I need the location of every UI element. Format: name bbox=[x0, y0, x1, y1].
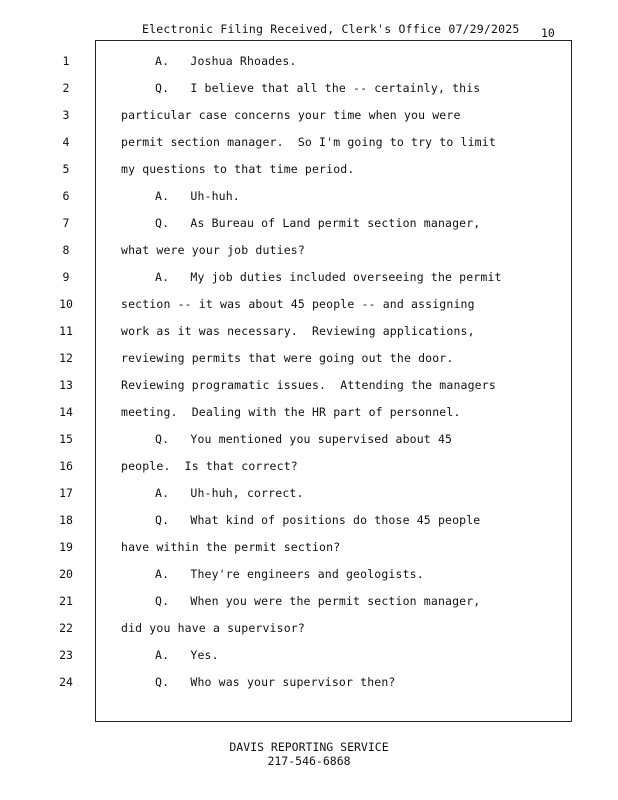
line-number: 6 bbox=[62, 189, 70, 203]
line-number: 13 bbox=[59, 378, 73, 392]
line-number: 16 bbox=[59, 459, 73, 473]
line-text: work as it was necessary. Reviewing applications, bbox=[121, 324, 475, 338]
line-number: 8 bbox=[62, 243, 70, 257]
line-number: 20 bbox=[59, 567, 73, 581]
line-text: section -- it was about 45 people -- and assigning bbox=[121, 297, 475, 311]
line-text: Q. As Bureau of Land permit section manager, bbox=[155, 216, 481, 230]
line-number: 23 bbox=[59, 648, 73, 662]
line-text: A. Uh-huh. bbox=[155, 189, 240, 203]
line-number: 18 bbox=[59, 513, 73, 527]
line-number: 4 bbox=[62, 135, 70, 149]
line-text: meeting. Dealing with the HR part of personnel. bbox=[121, 405, 461, 419]
line-text: A. Joshua Rhoades. bbox=[155, 54, 297, 68]
line-text: Q. You mentioned you supervised about 45 bbox=[155, 432, 453, 446]
line-text: people. Is that correct? bbox=[121, 459, 298, 473]
line-text: A. Uh-huh, correct. bbox=[155, 486, 304, 500]
line-text: Q. When you were the permit section manager, bbox=[155, 594, 481, 608]
reporting-company: DAVIS REPORTING SERVICE bbox=[229, 740, 389, 754]
line-number: 7 bbox=[62, 216, 70, 230]
line-number: 22 bbox=[59, 621, 73, 635]
line-text: Q. I believe that all the -- certainly, this bbox=[155, 81, 481, 95]
filing-stamp: Electronic Filing Received, Clerk's Office 07/29/2025 bbox=[142, 22, 520, 36]
line-text: reviewing permits that were going out the door. bbox=[121, 351, 454, 365]
line-text: A. Yes. bbox=[155, 648, 219, 662]
line-number: 12 bbox=[59, 351, 73, 365]
line-number: 5 bbox=[62, 162, 70, 176]
line-text: Q. Who was your supervisor then? bbox=[155, 675, 396, 689]
line-text: what were your job duties? bbox=[121, 243, 305, 257]
line-text: have within the permit section? bbox=[121, 540, 341, 554]
line-number: 2 bbox=[62, 81, 70, 95]
line-number: 1 bbox=[62, 54, 70, 68]
page-number: 10 bbox=[541, 26, 555, 40]
line-text: did you have a supervisor? bbox=[121, 621, 305, 635]
line-text: Q. What kind of positions do those 45 people bbox=[155, 513, 481, 527]
line-text: my questions to that time period. bbox=[121, 162, 355, 176]
line-number: 19 bbox=[59, 540, 73, 554]
line-number: 15 bbox=[59, 432, 73, 446]
reporting-phone: 217-546-6868 bbox=[267, 754, 351, 768]
line-number: 14 bbox=[59, 405, 73, 419]
line-number: 17 bbox=[59, 486, 73, 500]
line-text: A. My job duties included overseeing the permit bbox=[155, 270, 502, 284]
line-text: permit section manager. So I'm going to try to limit bbox=[121, 135, 496, 149]
line-number: 21 bbox=[59, 594, 73, 608]
line-text: Reviewing programatic issues. Attending the managers bbox=[121, 378, 496, 392]
line-number: 11 bbox=[59, 324, 73, 338]
line-number: 3 bbox=[62, 108, 70, 122]
line-text: particular case concerns your time when you were bbox=[121, 108, 461, 122]
line-text: A. They're engineers and geologists. bbox=[155, 567, 424, 581]
line-number: 10 bbox=[59, 297, 73, 311]
line-number: 9 bbox=[62, 270, 70, 284]
line-number: 24 bbox=[59, 675, 73, 689]
